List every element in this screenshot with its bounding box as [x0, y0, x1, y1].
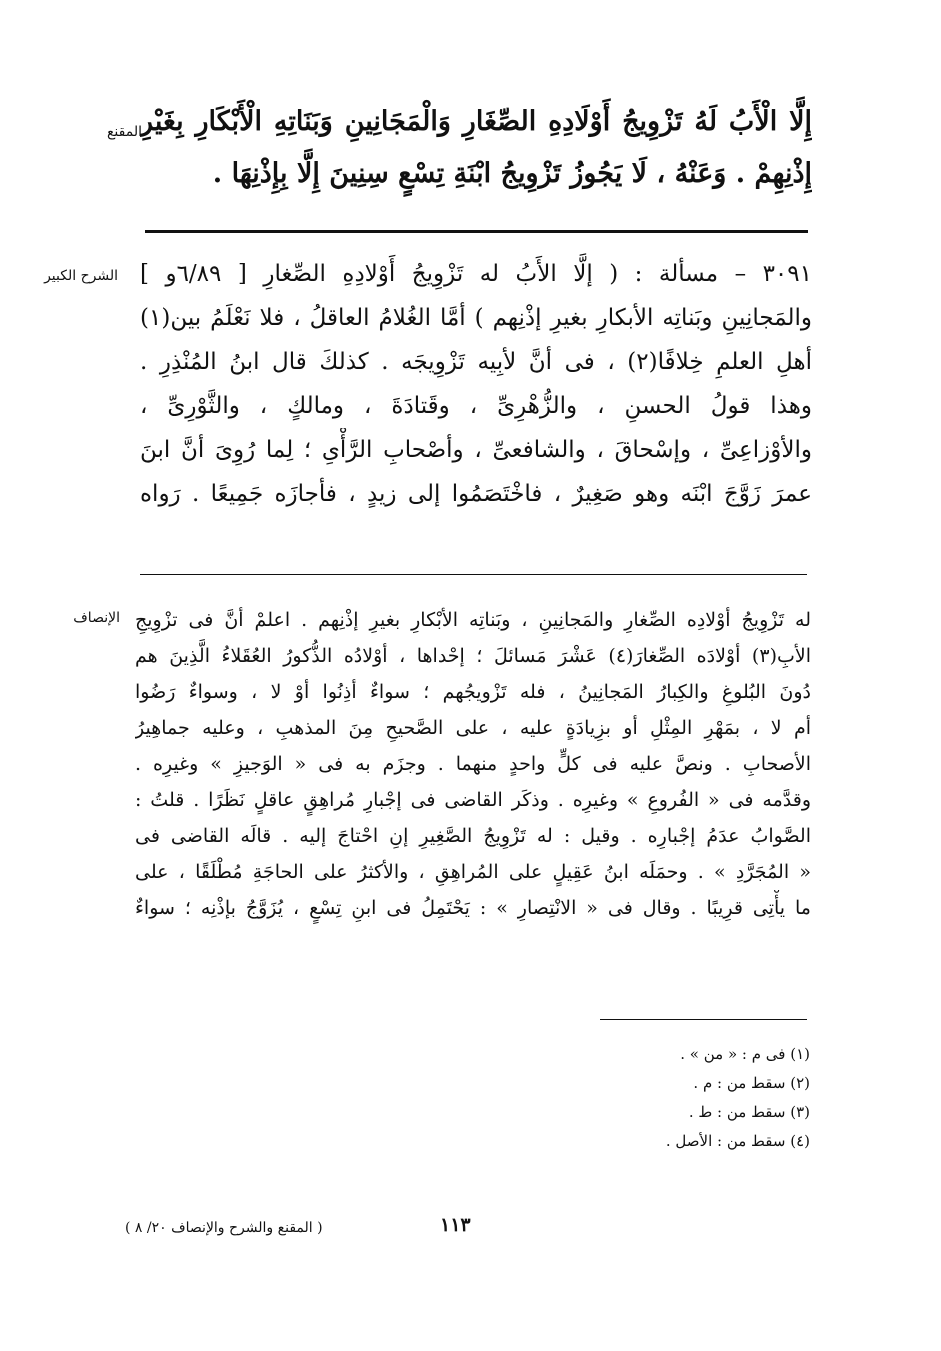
footnote: (٤) سقط من : الأصل . — [665, 1132, 810, 1150]
text-line: ٣٠٩١ – مسألة : ( إلَّا الأَبُ له تَزْوِيجُ أَوْلادِهِ الصِّغارِ [ ٦/٨٩و ] — [140, 261, 812, 287]
page-number: ١١٣ — [440, 1214, 471, 1236]
footnote: (١) فى م : « من » . — [680, 1045, 810, 1063]
text-line: أم لا ، بمَهْرِ المِثْلِ أو بزِيادَةٍ عليه ، على الصَّحيحِ مِنَ المذهبِ ، وعليه جماهِيرُ — [135, 717, 811, 739]
section-divider-thick — [145, 230, 808, 233]
text-line: والأوْزاعِىِّ ، وإسْحاقَ ، والشافعىِّ ، وأصْحابِ الرَّأْىِ ؛ لِما رُوِىَ أنَّ ابنَ — [140, 437, 812, 463]
text-line: والمَجانِينِ وبَناتِه الأبكارِ بغيرِ إذْنِهم ) أمَّا الغُلامُ العاقلُ ، فلا نَعْلَمُ بين(١) — [140, 305, 812, 331]
insaf-text — [135, 602, 811, 926]
text-line: الأصحابِ . ونصَّ عليه فى كلٍّ واحدٍ منهما . وجزَم به فى « الوَجيزِ » وغيرِه . — [135, 753, 811, 775]
text-line: « المُجَرَّدِ » . وحمَلَه ابنُ عَقِيلٍ على المُراهِقِ ، والأكثرُ على الحاجَةِ مُطْلَقًا ، على — [135, 861, 811, 883]
text-line: الصَّوابُ عدَمُ إجْبارِه . وقيل : له تَزْوِيجُ الصَّغِيرِ إنِ احْتاجَ إليه . قالَه القاضى فى — [135, 825, 811, 847]
section-label-insaf: الإنصاف — [73, 610, 120, 626]
text-line: وقدَّمه فى « الفُروعِ » وغيرِه . وذكَر القاضى فى إجْبارِ مُراهِقٍ عاقلٍ نَظَرًا . قلتُ : — [135, 789, 811, 811]
text-line: إِذْنِهِمْ . وَعَنْهُ ، لَا يَجُوزُ تَزْوِيجُ ابْنَةِ تِسْعٍ سِنِينَ إِلَّا بِإِذْنِهَا . — [212, 158, 812, 189]
text-line: دُونَ البُلوغِ والكِبارُ المَجانِينُ ، فله تَزْويجُهم ؛ سواءٌ أذِنُوا أوْ لا ، وسواءٌ رَضُوا — [135, 681, 811, 703]
text-line: الأبِ(٣) أوْلادَه الصِّغارَ(٤) عَشْرَ مَسائلَ ؛ إحْداها ، أوْلادُه الذُّكورُ العُقَلاءُ الَّذِينَ هم — [135, 645, 811, 667]
text-line: وهذا قولُ الحسنِ ، والزُّهْرِىِّ ، وقَتادَةَ ، ومالكٍ ، والثَّوْرِىِّ ، — [140, 393, 812, 419]
sharh-text — [140, 252, 812, 516]
text-line: أهلِ العلمِ خِلافًا(٢) ، فى أنَّ لأبِيه تَزْوِيجَه . كذلكَ قال ابنُ المُنْذِرِ . — [140, 349, 812, 375]
footnote-divider — [600, 1019, 807, 1020]
footnotes — [560, 1040, 810, 1156]
muqni-text — [140, 96, 812, 200]
volume-reference: ( المقنع والشرح والإنصاف ٢٠/ ٨ ) — [125, 1220, 323, 1236]
section-label-muqni: المقنع — [106, 124, 142, 140]
section-divider-thin — [140, 574, 807, 575]
text-line: عمرَ زَوَّجَ ابْنَه وهو صَغِيرٌ ، فاخْتَصَمُوا إلى زيدٍ ، فأجازَه جَمِيعًا . رَواه — [140, 481, 812, 507]
text-line: ما يأْتِى قرِيبًا . وقال فى « الانْتِصارِ » : يَحْتَمِلُ فى ابنِ تِسْعٍ ، يُزَوَّجُ بإذْنِه ؛ سواءٌ — [135, 897, 811, 919]
text-line: إِلَّا الْأَبُ لَهُ تَزْوِيجُ أَوْلَادِهِ الصِّغَارِ وَالْمَجَانِينِ وَبَنَاتِهِ الْأَبْكَارِ بِغَيْرِ — [140, 106, 812, 137]
footnote: (٣) سقط من : ط . — [688, 1103, 810, 1121]
footnote: (٢) سقط من : م . — [693, 1074, 810, 1092]
text-line: له تَزْوِيجُ أوْلادِه الصِّغارِ والمَجانِينِ ، وبَناتِه الأبْكارِ بغيرِ إذْنِهم . اعلمْ أنَّ فى تزْوِيجِ — [135, 609, 811, 631]
section-label-sharh: الشرح الكبير — [44, 268, 118, 284]
